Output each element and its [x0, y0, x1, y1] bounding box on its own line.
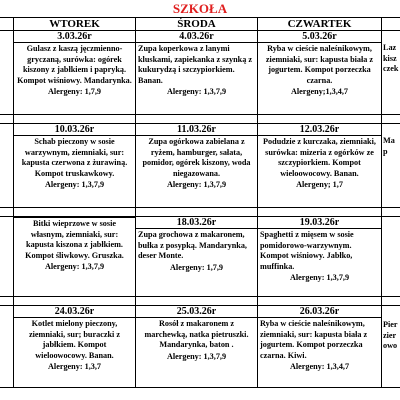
page-title: SZKOŁA: [172, 1, 228, 16]
cropped-text: czek: [383, 64, 399, 73]
date-label: 19.03.26r: [258, 217, 381, 229]
cropped-text: zier: [383, 330, 397, 340]
right-edge-cell: [382, 124, 400, 208]
tuesday-cell: [14, 31, 136, 115]
date-label: 24.03.26r: [14, 306, 135, 318]
menu-text: Zupa grochowa z makaronem, bułka z posypką. Mandarynka, deser Monte.: [138, 230, 247, 260]
date-label: 5.03.26r: [258, 31, 381, 43]
tuesday-cell: [14, 124, 136, 208]
date-label: 4.03.26r: [136, 31, 257, 43]
header-empty-right: [382, 18, 400, 31]
thursday-cell: [258, 217, 382, 297]
header-row: [0, 18, 400, 31]
allergen-text: Alergeny: 1,7,9: [48, 87, 101, 96]
cropped-text: Ma: [383, 136, 395, 145]
date-label: 18.03.26r: [136, 217, 257, 229]
menu-text: Ryba w cieście naleśnikowym, ziemniaki, sur: kapusta biała z jogurtem. Kompot porzeczka czarna.: [265, 44, 374, 85]
tuesday-cell: [14, 217, 136, 297]
left-edge-cell: [0, 217, 14, 297]
cropped-text: p: [383, 146, 388, 156]
menu-table: [0, 17, 400, 388]
week-row: [0, 31, 400, 115]
date-label: 25.03.26r: [136, 306, 257, 318]
menu-text: Ryba w cieście naleśnikowym, ziemniaki, sur: kapusta biała z jogurtem. Kompot porzeczka czarna. Kiwi.: [260, 319, 368, 360]
allergen-text: Alergeny: 1,3,7: [48, 362, 101, 371]
thursday-cell: [258, 124, 382, 208]
week-row: [0, 124, 400, 208]
header-thursday: CZWARTEK: [258, 18, 382, 31]
allergen-text: Alergeny: 1,3,7,9: [44, 262, 105, 271]
right-edge-cell: [382, 31, 400, 115]
spacer-row: [0, 115, 400, 124]
menu-text: Spaghetti z mięsem w sosie pomidorowo-warzywnym. Kompot wiśniowy. Jabłko, muffinka.: [260, 230, 354, 271]
week-row: [0, 217, 400, 297]
header-wednesday: ŚRODA: [136, 18, 258, 31]
allergen-text: Alergeny: 1,3,7,9: [166, 351, 227, 361]
week-row: [0, 306, 400, 388]
menu-text: Podudzie z kurczaka, ziemniaki, surówka: mizeria z ogórków ze szczypiorkiem. Kompot wieloowocowy. Banan.: [263, 137, 376, 178]
menu-text: Kotlet mielony pieczony, ziemniaki, sur; buraczki z jabłkiem. Kompot wieloowocowy. Banan.: [29, 319, 120, 360]
allergen-text: Alergeny: 1,3,4,7: [289, 362, 350, 371]
left-edge-cell: [0, 124, 14, 208]
right-edge-cell: [382, 217, 400, 297]
allergen-text: Alergeny; 1,7: [296, 180, 343, 189]
right-edge-cell: [382, 306, 400, 388]
allergen-text: Alergeny: 1,7,9: [170, 262, 223, 272]
thursday-cell: [258, 306, 382, 388]
allergen-text: Alergeny: 1,3,7,9: [166, 180, 227, 189]
wednesday-cell: [136, 217, 258, 297]
wednesday-cell: [136, 306, 258, 388]
left-edge-cell: [0, 31, 14, 115]
menu-text: Zupa koperkowa z lanymi kluskami, zapiekanka z szynką z kukurydzą i szczypiorkiem. Banan.: [138, 44, 252, 85]
allergen-text: Alergeny;1,3,4,7: [290, 87, 349, 96]
date-label: 26.03.26r: [258, 306, 381, 318]
date-label: 11.03.26r: [136, 124, 257, 136]
cropped-text: Pier: [383, 320, 398, 329]
wednesday-cell: [136, 124, 258, 208]
spacer-row: [0, 297, 400, 306]
allergen-text: Alergeny: 1,3,7,9: [289, 273, 350, 282]
allergen-text: Alergeny: 1,3,7,9: [44, 180, 105, 189]
cropped-text: kisz: [383, 53, 397, 63]
spacer-row: [0, 208, 400, 217]
menu-text: Zupa ogórkowa zabielana z ryżem, hamburger, sałata, pomidor, ogórek kiszony, woda niegazowana.: [142, 137, 251, 178]
date-label: 12.03.26r: [258, 124, 381, 136]
menu-text: Schab pieczony w sosie warzywnym, ziemniaki, sur: kapusta czerwona z żurawiną. Kompot truskawkowy.: [21, 137, 128, 178]
wednesday-cell: [136, 31, 258, 115]
allergen-text: Alergeny: 1,3,7,9: [166, 87, 227, 96]
thursday-cell: [258, 31, 382, 115]
tuesday-cell: [14, 306, 136, 388]
menu-text: Gulasz z kaszą jęczmienno-gryczaną, surówka: ogórek kiszony z jabłkiem i papryką. Kompot wiśniowy. Mandarynka.: [17, 44, 132, 85]
cropped-text: owo: [383, 341, 398, 350]
left-edge-cell: [0, 306, 14, 388]
menu-text: Rosół z makaronem z marchewką, natka pietruszki. Mandarynka, baton .: [144, 319, 249, 349]
header-empty-left: [0, 18, 14, 31]
date-label: 10.03.26r: [14, 124, 135, 136]
header-tuesday: WTOREK: [14, 18, 136, 31]
cropped-text: Laz: [383, 43, 397, 52]
menu-text: Bitki wieprzowe w sosie własnym, ziemniaki, sur: kapusta kiszona z jabłkiem. Kompot śliwkowy. Gruszka.: [25, 219, 124, 260]
date-label: 3.03.26r: [14, 31, 135, 43]
